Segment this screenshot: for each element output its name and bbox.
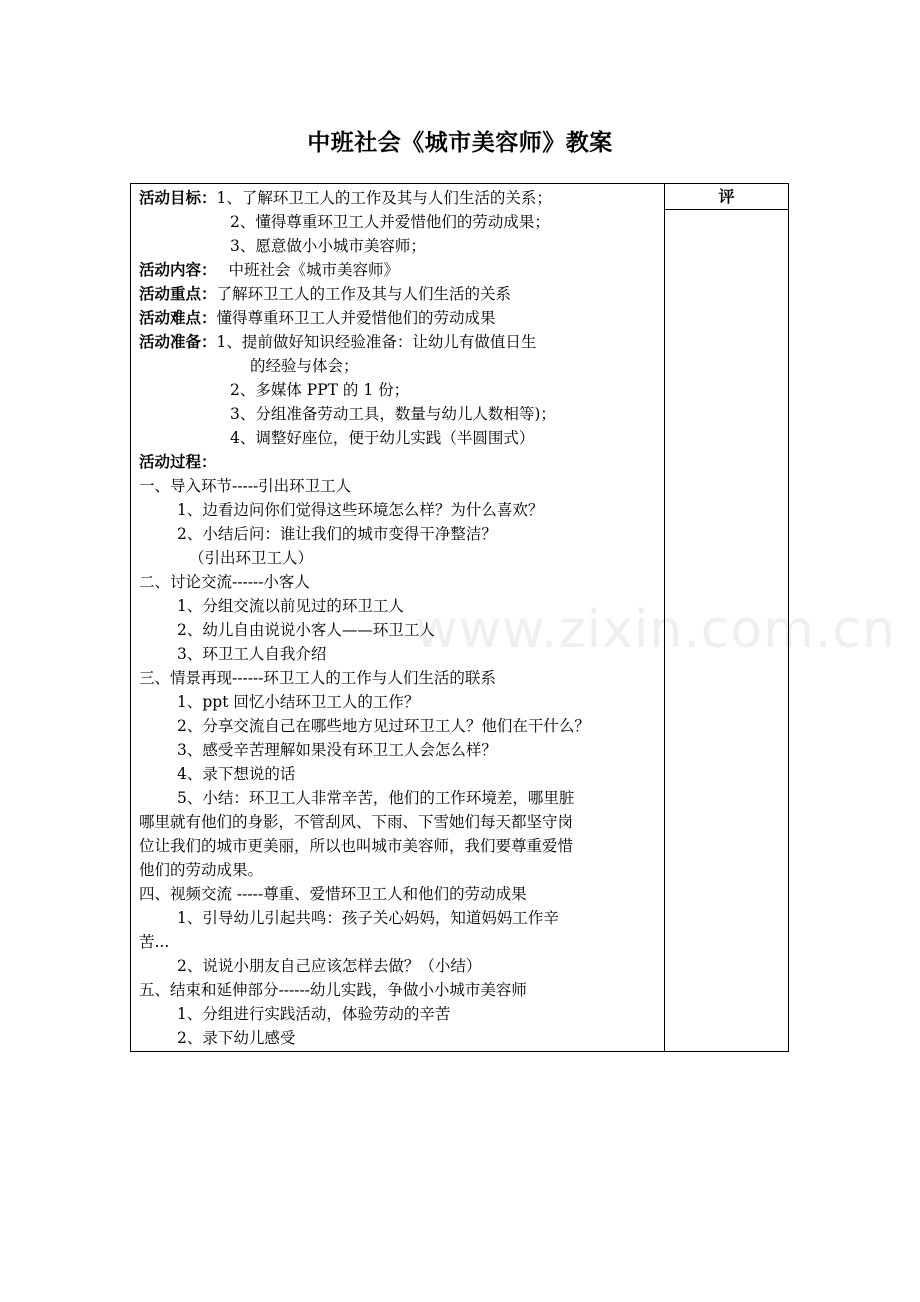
preparation-line-1 — [139, 330, 661, 354]
content-text: 中班社会《城市美容师》 — [228, 261, 400, 279]
goal-line-3 — [139, 234, 661, 258]
content-label: 活动内容： — [139, 261, 217, 279]
section-1-item: 2、小结后问：谁让我们的城市变得干净整洁？ — [177, 525, 497, 543]
preparation-item: 4、调整好座位，便于幼儿实践（半圆围式） — [230, 429, 535, 447]
section-3-summary-cont: 哪里就有他们的身影，不管刮风、下雨、下雪她们每天都坚守岗 — [139, 813, 574, 831]
goals-label: 活动目标： — [139, 189, 217, 207]
section-1-note: （引出环卫工人） — [189, 549, 314, 567]
document-title: 中班社会《城市美容师》教案 — [307, 130, 613, 156]
lesson-content-cell — [139, 186, 661, 1050]
section-2-item: 1、分组交流以前见过的环卫工人 — [177, 597, 404, 615]
preparation-item: 1、提前做好知识经验准备：让幼儿有做值日生 — [216, 333, 537, 351]
section-2-heading: 二、讨论交流------小客人 — [139, 573, 310, 591]
section-2-item: 3、环卫工人自我介绍 — [177, 645, 327, 663]
preparation-line-3 — [139, 402, 661, 426]
content-line — [139, 258, 661, 282]
section-5-item: 1、分组进行实践活动，体验劳动的辛苦 — [177, 1005, 451, 1023]
preparation-line-1b — [139, 354, 661, 378]
preparation-item: 2、多媒体 PPT 的 1 份； — [230, 381, 410, 399]
section-4-item-cont: 苦... — [139, 933, 170, 951]
key-point-line — [139, 282, 661, 306]
goal-item: 2、懂得尊重环卫工人并爱惜他们的劳动成果； — [230, 213, 550, 231]
difficulty-label: 活动难点： — [139, 309, 217, 327]
section-3-item: 3、感受辛苦理解如果没有环卫工人会怎么样？ — [177, 741, 497, 759]
section-3-item: 2、分享交流自己在哪些地方见过环卫工人？他们在干什么？ — [177, 717, 590, 735]
goal-line-2 — [139, 210, 661, 234]
goal-item: 3、愿意做小小城市美容师； — [230, 237, 426, 255]
watermark: www.zixin.com.cn — [415, 600, 896, 660]
section-5-item: 2、录下幼儿感受 — [177, 1029, 296, 1047]
section-3-heading: 三、情景再现------环卫工人的工作与人们生活的联系 — [139, 669, 496, 687]
section-3-summary: 5、小结：环卫工人非常辛苦，他们的工作环境差，哪里脏 — [177, 789, 575, 807]
section-4-item: 1、引导幼儿引起共鸣：孩子关心妈妈，知道妈妈工作辛 — [177, 909, 559, 927]
section-3-item: 1、ppt 回忆小结环卫工人的工作？ — [177, 693, 420, 711]
goal-line-1 — [139, 186, 661, 210]
preparation-line-4 — [139, 426, 661, 450]
section-4-item: 2、说说小朋友自己应该怎样去做？（小结） — [177, 957, 482, 975]
lesson-plan-table — [130, 183, 789, 1052]
difficulty-text: 懂得尊重环卫工人并爱惜他们的劳动成果 — [216, 309, 496, 327]
process-label: 活动过程： — [139, 453, 217, 471]
evaluation-column-header: 评 — [665, 184, 788, 210]
preparation-label: 活动准备： — [139, 333, 217, 351]
section-2-item: 2、幼儿自由说说小客人——环卫工人 — [177, 621, 435, 639]
section-3-item: 4、录下想说的话 — [177, 765, 296, 783]
preparation-line-2 — [139, 378, 661, 402]
column-divider — [664, 184, 665, 1051]
difficulty-line — [139, 306, 661, 330]
section-4-heading: 四、视频交流 -----尊重、爱惜环卫工人和他们的劳动成果 — [139, 885, 527, 903]
preparation-item: 的经验与体会； — [250, 357, 359, 375]
section-3-summary-cont: 他们的劳动成果。 — [139, 861, 264, 879]
section-1-item: 1、边看边问你们觉得这些环境怎么样？为什么喜欢？ — [177, 501, 544, 519]
preparation-item: 3、分组准备劳动工具，数量与幼儿人数相等)； — [230, 405, 556, 423]
section-3-summary-cont: 位让我们的城市更美丽，所以也叫城市美容师，我们要尊重爱惜 — [139, 837, 574, 855]
key-point-label: 活动重点： — [139, 285, 217, 303]
goal-item: 1、了解环卫工人的工作及其与人们生活的关系； — [216, 189, 552, 207]
section-1-heading: 一、导入环节-----引出环卫工人 — [139, 477, 352, 495]
section-5-heading: 五、结束和延伸部分------幼儿实践，争做小小城市美容师 — [139, 981, 527, 999]
key-point-text: 了解环卫工人的工作及其与人们生活的关系 — [216, 285, 512, 303]
